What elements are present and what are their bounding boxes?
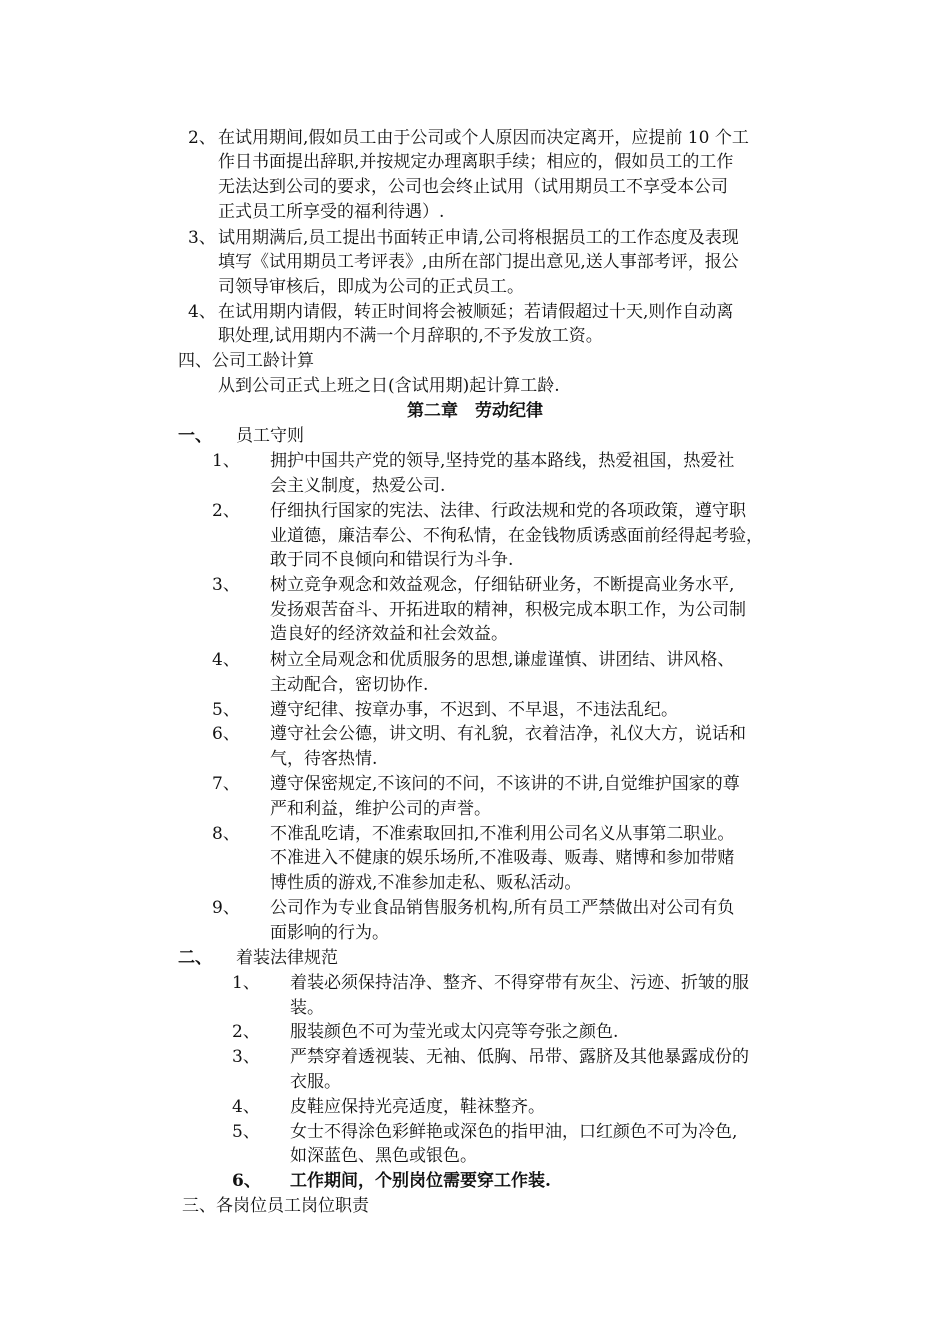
list-number: 8、 (212, 824, 240, 844)
paragraph-line: 拥护中国共产党的领导,坚持党的基本路线，热爱祖国，热爱社 (270, 451, 735, 471)
paragraph-line: 公司作为专业食品销售服务机构,所有员工严禁做出对公司有负 (270, 898, 735, 918)
paragraph-line: 在试用期内请假，转正时间将会被顺延；若请假超过十天,则作自动离 (218, 302, 734, 322)
list-number: 2、 (188, 128, 216, 148)
paragraph-line: 会主义制度，热爱公司. (270, 476, 446, 496)
paragraph-line: 正式员工所享受的福利待遇）. (218, 202, 445, 222)
paragraph-line: 服装颜色不可为莹光或太闪亮等夸张之颜色. (290, 1022, 619, 1042)
list-number: 6、 (232, 1171, 261, 1191)
paragraph-line: 如深蓝色、黑色或银色。 (290, 1146, 477, 1166)
paragraph-line: 不准进入不健康的娱乐场所,不准吸毒、贩毒、赌博和参加带赌 (270, 848, 735, 868)
section-heading: 四、公司工龄计算 (178, 351, 314, 371)
section-number: 二、 (178, 948, 212, 968)
list-number: 4、 (212, 650, 240, 670)
paragraph-line: 装。 (290, 998, 324, 1018)
paragraph-line: 工作期间，个别岗位需要穿工作装. (290, 1171, 551, 1191)
paragraph-line: 司领导审核后，即成为公司的正式员工。 (218, 277, 524, 297)
paragraph-line: 仔细执行国家的宪法、法律、行政法规和党的各项政策，遵守职 (270, 501, 746, 521)
paragraph-line: 树立全局观念和优质服务的思想,谦虚谨慎、讲团结、讲风格、 (270, 650, 735, 670)
paragraph-line: 敢于同不良倾向和错误行为斗争. (270, 550, 514, 570)
list-number: 6、 (212, 724, 240, 744)
list-number: 9、 (212, 898, 240, 918)
list-number: 7、 (212, 774, 240, 794)
paragraph-line: 发扬艰苦奋斗、开拓进取的精神，积极完成本职工作，为公司制 (270, 600, 746, 620)
paragraph-line: 衣服。 (290, 1072, 341, 1092)
paragraph-line: 填写《试用期员工考评表》,由所在部门提出意见,送人事部考评，报公 (218, 252, 739, 272)
section-heading: 三、各岗位员工岗位职责 (182, 1196, 369, 1216)
list-number: 4、 (188, 302, 216, 322)
chapter-title: 第二章 劳动纪律 (407, 401, 543, 421)
paragraph-line: 试用期满后,员工提出书面转正申请,公司将根据员工的工作态度及表现 (218, 228, 739, 248)
paragraph-line: 女士不得涂色彩鲜艳或深色的指甲油，口红颜色不可为冷色, (290, 1122, 738, 1142)
paragraph-line: 着装必须保持洁净、整齐、不得穿带有灰尘、污迹、折皱的服 (290, 973, 749, 993)
list-number: 4、 (232, 1097, 260, 1117)
paragraph-line: 遵守社会公德，讲文明、有礼貌，衣着洁净，礼仪大方，说话和 (270, 724, 746, 744)
section-number: 一、 (178, 426, 212, 446)
paragraph-line: 无法达到公司的要求，公司也会终止试用（试用期员工不享受本公司 (218, 177, 728, 197)
paragraph-line: 面影响的行为。 (270, 923, 389, 943)
paragraph-line: 业道德，廉洁奉公、不徇私情，在金钱物质诱惑面前经得起考验， (270, 526, 763, 546)
list-number: 1、 (212, 451, 240, 471)
list-number: 2、 (212, 501, 240, 521)
list-number: 2、 (232, 1022, 260, 1042)
paragraph-line: 博性质的游戏,不准参加走私、贩私活动。 (270, 873, 582, 893)
paragraph-line: 严和利益，维护公司的声誉。 (270, 799, 491, 819)
section-heading: 着装法律规范 (236, 948, 338, 968)
list-number: 3、 (212, 575, 240, 595)
paragraph-line: 主动配合，密切协作. (270, 675, 429, 695)
paragraph-line: 皮鞋应保持光亮适度，鞋袜整齐。 (290, 1097, 545, 1117)
paragraph-line: 严禁穿着透视装、无袖、低胸、吊带、露脐及其他暴露成份的 (290, 1047, 749, 1067)
paragraph-line: 作日书面提出辞职,并按规定办理离职手续；相应的，假如员工的工作 (218, 152, 734, 172)
paragraph-line: 职处理,试用期内不满一个月辞职的,不予发放工资。 (218, 326, 603, 346)
list-number: 3、 (188, 228, 216, 248)
paragraph-line: 造良好的经济效益和社会效益。 (270, 624, 508, 644)
paragraph-line: 在试用期间,假如员工由于公司或个人原因而决定离开，应提前 10 个工 (218, 128, 749, 148)
paragraph-line: 树立竞争观念和效益观念，仔细钻研业务，不断提高业务水平, (270, 575, 735, 595)
list-number: 5、 (232, 1122, 260, 1142)
paragraph-line: 从到公司正式上班之日(含试用期)起计算工龄. (218, 376, 560, 396)
list-number: 1、 (232, 973, 260, 993)
list-number: 3、 (232, 1047, 260, 1067)
paragraph-line: 遵守保密规定,不该问的不问，不该讲的不讲,自觉维护国家的尊 (270, 774, 740, 794)
section-heading: 员工守则 (236, 426, 304, 446)
paragraph-line: 气，待客热情. (270, 749, 378, 769)
list-number: 5、 (212, 700, 240, 720)
paragraph-line: 遵守纪律、按章办事，不迟到、不早退，不违法乱纪。 (270, 700, 678, 720)
paragraph-line: 不准乱吃请，不准索取回扣,不准利用公司名义从事第二职业。 (270, 824, 735, 844)
